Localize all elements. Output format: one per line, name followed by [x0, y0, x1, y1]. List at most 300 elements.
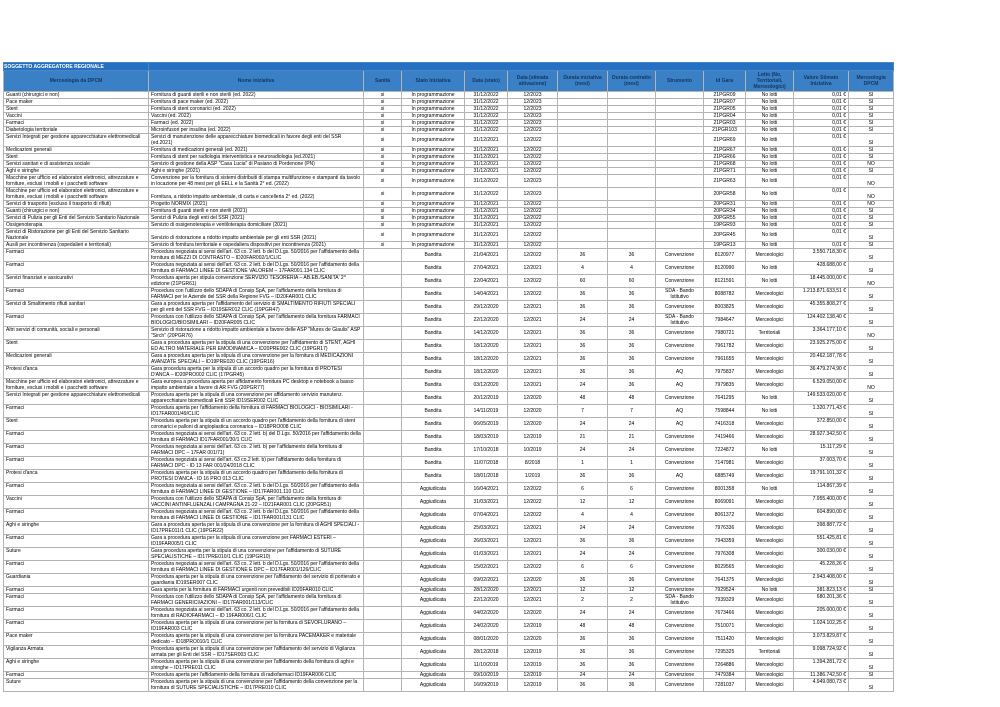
cell-data-stato: 27/04/2021 — [465, 262, 508, 275]
cell-durata-contratto — [608, 222, 656, 229]
cell-sanita: si — [364, 113, 402, 120]
cell-dpcm: SI — [849, 340, 894, 353]
cell-sanita: si — [364, 92, 402, 99]
cell-strumento — [656, 215, 704, 222]
cell-durata-iniziativa — [558, 106, 608, 113]
cell-lotto: Merceologici — [746, 594, 794, 607]
cell-lotto: No lotti — [746, 222, 794, 229]
cell-data-stato: 31/12/2021 — [465, 161, 508, 168]
cell-valore: 0,01 € — [794, 161, 849, 168]
cell-data-attivazione: 12/2022 — [508, 509, 558, 522]
cell-durata-contratto: 4 — [608, 509, 656, 522]
cell-dpcm: SI — [849, 120, 894, 127]
cell-sanita — [364, 457, 402, 470]
cell-valore: 36.479.274,90 € — [794, 366, 849, 379]
cell-data-stato: 31/12/2021 — [465, 134, 508, 147]
table-row — [4, 222, 894, 229]
cell-durata-contratto — [608, 161, 656, 168]
cell-nome: Progetto NORMIX (2021) — [149, 201, 364, 208]
cell-stato: In programmazione — [402, 92, 465, 99]
cell-dpcm: SI — [849, 127, 894, 134]
cell-stato: In programmazione — [402, 229, 465, 242]
cell-durata-contratto: 2 — [608, 594, 656, 607]
cell-id-gara: 7264886 — [704, 659, 746, 672]
cell-valore: 0,01 € — [794, 215, 849, 222]
cell-data-attivazione: 12/2023 — [508, 113, 558, 120]
cell-durata-contratto: 21 — [608, 431, 656, 444]
cell-durata-contratto — [608, 99, 656, 106]
cell-strumento: SDA - Bando Istitutivo — [656, 314, 704, 327]
cell-valore: 7.955.400,00 € — [794, 496, 849, 509]
cell-dpcm: SI — [849, 249, 894, 262]
cell-data-attivazione: 12/2022 — [508, 249, 558, 262]
cell-dpcm: SI — [849, 496, 894, 509]
cell-merceologia: Guanti (chirurgici e non) — [4, 208, 149, 215]
cell-sanita — [364, 679, 402, 692]
cell-dpcm: SI — [849, 633, 894, 646]
cell-durata-iniziativa — [558, 127, 608, 134]
cell-data-attivazione: 12/2023 — [508, 188, 558, 201]
cell-nome: Aghi e siringhe (2021) — [149, 168, 364, 175]
cell-strumento: Convenzione — [656, 496, 704, 509]
cell-sanita — [364, 607, 402, 620]
cell-durata-contratto: 36 — [608, 633, 656, 646]
cell-strumento: AQ — [656, 418, 704, 431]
cell-strumento — [656, 168, 704, 175]
cell-dpcm: SI — [849, 366, 894, 379]
cell-strumento: Convenzione — [656, 509, 704, 522]
cell-sanita — [364, 594, 402, 607]
cell-data-stato: 22/12/2020 — [465, 314, 508, 327]
cell-durata-contratto — [608, 106, 656, 113]
cell-merceologia: Farmaci — [4, 444, 149, 457]
cell-data-stato: 16/04/2021 — [465, 483, 508, 496]
cell-strumento: AQ — [656, 379, 704, 392]
cell-data-stato: 01/03/2021 — [465, 548, 508, 561]
cell-dpcm: SI — [849, 222, 894, 229]
cell-dpcm: SI — [849, 229, 894, 242]
cell-data-attivazione: 12/2021 — [508, 340, 558, 353]
table-row — [4, 134, 894, 147]
cell-merceologia: Farmaci — [4, 535, 149, 548]
cell-nome: Procedura negoziata ai sensi dell'art. 63 co. 2 lett. b del D.Lgs. 50/2016 per l'affidamento della fornitura di FARMACI LINEE DI GESTIONE VALOREM – 17FAR001.134 CLIC — [149, 262, 364, 275]
cell-lotto: Merceologici — [746, 607, 794, 620]
table-row — [4, 620, 894, 633]
cell-stato: Bandita — [402, 301, 465, 314]
cell-stato: In programmazione — [402, 113, 465, 120]
cell-stato: In programmazione — [402, 127, 465, 134]
cell-durata-iniziativa: 36 — [558, 366, 608, 379]
cell-data-stato: 14/04/2021 — [465, 288, 508, 301]
cell-data-attivazione: 12/2020 — [508, 574, 558, 587]
cell-sanita — [364, 672, 402, 679]
cell-valore: 45.228,26 € — [794, 561, 849, 574]
cell-data-stato: 14/11/2019 — [465, 405, 508, 418]
cell-data-attivazione: 12/2020 — [508, 418, 558, 431]
cell-nome: Gara procedura aperta per la stipula di una convenzione per l'affidamento di SUTURE SPECIALISTICHE – ID17PRE010/1 CLIC (19PGR10) — [149, 548, 364, 561]
cell-durata-contratto: 36 — [608, 353, 656, 366]
cell-nome: Gara a procedura aperta per la stipula di una convenzione per la fornitura di MEDICAZIONI AVANZATE SPECIALI – ID19PRE020 CLIC (19PGR16) — [149, 353, 364, 366]
cell-durata-iniziativa — [558, 92, 608, 99]
table-row — [4, 175, 894, 188]
cell-data-stato: 31/12/2021 — [465, 242, 508, 249]
cell-sanita: si — [364, 120, 402, 127]
cell-lotto: No lotti — [746, 242, 794, 249]
cell-id-gara: 7943359 — [704, 535, 746, 548]
cell-data-stato: 31/12/2022 — [465, 99, 508, 106]
cell-id-gara: 7961782 — [704, 340, 746, 353]
cell-durata-contratto — [608, 242, 656, 249]
cell-strumento: Convenzione — [656, 249, 704, 262]
cell-valore: 6.529.050,00 € — [794, 379, 849, 392]
cell-durata-iniziativa: 36 — [558, 470, 608, 483]
cell-lotto: No lotti — [746, 99, 794, 106]
cell-strumento: Convenzione — [656, 679, 704, 692]
cell-durata-contratto: 24 — [608, 418, 656, 431]
cell-id-gara: 8003825 — [704, 301, 746, 314]
cell-dpcm: NO — [849, 201, 894, 208]
cell-nome: Procedura negoziata ai sensi dell'art. 63 co. 2 lett. b del D.Lgs. 50/2016 per l'affidamento della fornitura di MEZZI DI CONTRASTO – ID20FAR002/1/CLIC — [149, 249, 364, 262]
cell-data-attivazione: 12/2020 — [508, 607, 558, 620]
cell-durata-iniziativa: 36 — [558, 340, 608, 353]
cell-merceologia: Guanti (chirurgici e non) — [4, 92, 149, 99]
cell-durata-iniziativa: 24 — [558, 548, 608, 561]
cell-id-gara: 7975837 — [704, 366, 746, 379]
cell-lotto: Merceologici — [746, 470, 794, 483]
cell-id-gara: 8029565 — [704, 561, 746, 574]
cell-merceologia: Macchine per ufficio ed elaboratori elettronici, attrezzature e forniture, esclusi i mobili e i pacchetti software — [4, 175, 149, 188]
cell-lotto: No lotti — [746, 175, 794, 188]
table-row — [4, 470, 894, 483]
cell-nome: Fornitura di guanti sterili e non sterili (2021) — [149, 208, 364, 215]
cell-durata-iniziativa: 1 — [558, 457, 608, 470]
cell-nome: Convenzione per la fornitura di sistemi distribuiti di stampa multifunzione e stampanti da tavolo in locazione per 48 mesi per gli EELL e la Sanità 2° ed. (2022) — [149, 175, 364, 188]
cell-strumento: Convenzione — [656, 646, 704, 659]
cell-valore: 0,01 € — [794, 168, 849, 175]
cell-lotto: No lotti — [746, 392, 794, 405]
cell-merceologia: Farmaci — [4, 561, 149, 574]
cell-valore: 0,01 € — [794, 147, 849, 154]
cell-durata-iniziativa — [558, 222, 608, 229]
cell-strumento: Convenzione — [656, 327, 704, 340]
table-row — [4, 366, 894, 379]
cell-data-attivazione: 12/2022 — [508, 561, 558, 574]
cell-merceologia: Servizi Integrati per gestione apparecchiature elettromedicali — [4, 134, 149, 147]
cell-dpcm: SI — [849, 392, 894, 405]
cell-data-stato: 28/12/2018 — [465, 646, 508, 659]
cell-stato: Bandita — [402, 418, 465, 431]
cell-data-attivazione: 12/2020 — [508, 392, 558, 405]
cell-nome: Procedura con l'utilizzo dello SDAPA di Consip SpA, per l'affidamento della fornitura di FARMACI GENERICI/AZIONI – ID17FAR001/113/CLIC — [149, 594, 364, 607]
cell-data-stato: 31/12/2021 — [465, 147, 508, 154]
cell-merceologia: Stent — [4, 418, 149, 431]
cell-sanita — [364, 392, 402, 405]
cell-id-gara: 7147981 — [704, 457, 746, 470]
cell-merceologia: Macchine per ufficio ed elaboratori elettronici, attrezzature e forniture, esclusi i mobili e i pacchetti software — [4, 188, 149, 201]
table-row — [4, 379, 894, 392]
cell-dpcm: SI — [849, 548, 894, 561]
cell-sanita — [364, 535, 402, 548]
cell-data-attivazione: 12/2022 — [508, 222, 558, 229]
cell-durata-contratto: 36 — [608, 574, 656, 587]
cell-valore: 1.394.281,72 € — [794, 659, 849, 672]
cell-data-attivazione: 12/2020 — [508, 405, 558, 418]
cell-durata-iniziativa — [558, 201, 608, 208]
table-row — [4, 242, 894, 249]
cell-durata-contratto: 24 — [608, 548, 656, 561]
table-row — [4, 522, 894, 535]
cell-valore: 37.003,70 € — [794, 457, 849, 470]
cell-id-gara: 7976308 — [704, 548, 746, 561]
cell-nome: Fornitura, a ridotto impatto ambientale, di carta e cancelleria 2° ed. (2022) — [149, 188, 364, 201]
cell-durata-iniziativa — [558, 113, 608, 120]
cell-dpcm: SI — [849, 113, 894, 120]
table-row — [4, 188, 894, 201]
table-row — [4, 120, 894, 127]
cell-stato: Bandita — [402, 340, 465, 353]
cell-nome: Procedura aperta per la stipula di una convenzione per l'affidamento del servizio di portierato e guardiania ID19SER007 CLIC — [149, 574, 364, 587]
cell-strumento: Convenzione — [656, 522, 704, 535]
cell-id-gara: 21PGR103 — [704, 127, 746, 134]
cell-lotto: No lotti — [746, 201, 794, 208]
cell-data-attivazione: 12/2022 — [508, 229, 558, 242]
cell-id-gara: 21PGR68 — [704, 161, 746, 168]
cell-strumento: Convenzione — [656, 607, 704, 620]
column-header-merceologia: Merceologia da DPCM — [4, 71, 149, 92]
cell-stato: In programmazione — [402, 99, 465, 106]
column-header-data-attivazione: Data (stimata attivazione) — [508, 71, 558, 92]
cell-durata-iniziativa: 4 — [558, 509, 608, 522]
cell-id-gara: 20PGR31 — [704, 201, 746, 208]
cell-dpcm: SI — [849, 215, 894, 222]
cell-durata-contratto: 24 — [608, 444, 656, 457]
table-row — [4, 574, 894, 587]
cell-data-stato: 31/12/2021 — [465, 208, 508, 215]
cell-data-attivazione: 12/2019 — [508, 679, 558, 692]
cell-data-attivazione: 12/2023 — [508, 106, 558, 113]
cell-nome: Procedura aperta per la stipula di un accordo quadro per l'affidamento della fornitura di stent coronarici e palloni di angioplastica coronarica – ID18PRO008 CLIC — [149, 418, 364, 431]
cell-stato: In programmazione — [402, 168, 465, 175]
column-header-valore: Valore Stimato Iniziativa — [794, 71, 849, 92]
table-row — [4, 405, 894, 418]
cell-valore: 551.425,81 € — [794, 535, 849, 548]
cell-sanita: si — [364, 175, 402, 188]
cell-data-stato: 25/03/2021 — [465, 522, 508, 535]
cell-nome: Procedura negoziata ai sensi dell'art. 63 co. 2 lett. b del D.Lgs. 50/2016 per l'affidamento della fornitura di FARMACI LINEE DI GESTIONE – ID17FAR001.110 CLIC — [149, 483, 364, 496]
cell-sanita — [364, 548, 402, 561]
cell-sanita — [364, 288, 402, 301]
cell-nome: Servizi di Pulizia degli enti del SSR (2021) — [149, 215, 364, 222]
cell-data-stato: 22/12/2020 — [465, 594, 508, 607]
table-row — [4, 201, 894, 208]
cell-stato: Aggiudicata — [402, 672, 465, 679]
cell-dpcm: SI — [849, 353, 894, 366]
cell-data-attivazione: 12/2022 — [508, 242, 558, 249]
cell-dpcm: SI — [849, 314, 894, 327]
cell-merceologia: Aghi e siringhe — [4, 659, 149, 672]
cell-lotto: Merceologici — [746, 353, 794, 366]
cell-lotto: No lotti — [746, 127, 794, 134]
cell-sanita: si — [364, 134, 402, 147]
cell-sanita — [364, 379, 402, 392]
cell-data-stato: 09/02/2021 — [465, 574, 508, 587]
cell-durata-iniziativa: 36 — [558, 288, 608, 301]
cell-data-stato: 11/07/2018 — [465, 457, 508, 470]
cell-merceologia: Farmaci — [4, 594, 149, 607]
table-row — [4, 92, 894, 99]
cell-id-gara: 8061372 — [704, 509, 746, 522]
cell-data-attivazione: 10/2019 — [508, 444, 558, 457]
cell-id-gara: 8120990 — [704, 262, 746, 275]
cell-valore: 604.890,00 € — [794, 509, 849, 522]
table-row — [4, 314, 894, 327]
cell-durata-iniziativa: 24 — [558, 522, 608, 535]
cell-sanita — [364, 587, 402, 594]
cell-merceologia: Farmaci — [4, 620, 149, 633]
cell-strumento: Convenzione — [656, 535, 704, 548]
cell-lotto: Merceologici — [746, 535, 794, 548]
cell-lotto: No lotti — [746, 113, 794, 120]
column-header-stato: Stato Iniziativa — [402, 71, 465, 92]
cell-id-gara: 7961655 — [704, 353, 746, 366]
cell-valore: 0,01 € — [794, 127, 849, 134]
cell-data-stato: 22/04/2021 — [465, 275, 508, 288]
cell-nome: Microinfusori per insulina (ed. 2022) — [149, 127, 364, 134]
cell-merceologia: Servizi di Smaltimento rifiuti sanitari — [4, 301, 149, 314]
cell-nome: Procedura aperta per la stipula di una convenzione per affidamento servizio manutenz. apparecchiature biomedicali Enti SSR ID19SER002 CLIC — [149, 392, 364, 405]
cell-durata-iniziativa — [558, 120, 608, 127]
cell-dpcm: SI — [849, 646, 894, 659]
cell-id-gara: 21PGR66 — [704, 154, 746, 161]
cell-durata-contratto: 4 — [608, 262, 656, 275]
cell-sanita — [364, 327, 402, 340]
cell-dpcm: NO — [849, 379, 894, 392]
cell-valore: 0,01 € — [794, 113, 849, 120]
cell-id-gara: 8001358 — [704, 483, 746, 496]
cell-durata-iniziativa: 24 — [558, 379, 608, 392]
table-row — [4, 509, 894, 522]
cell-sanita — [364, 418, 402, 431]
cell-stato: Bandita — [402, 392, 465, 405]
table-row — [4, 154, 894, 161]
cell-stato: Bandita — [402, 262, 465, 275]
cell-data-stato: 31/12/2022 — [465, 120, 508, 127]
sheet-title: SOGGETTO AGGREGATORE REGIONALE — [4, 63, 149, 71]
cell-data-attivazione: 12/2022 — [508, 201, 558, 208]
cell-data-attivazione: 12/2019 — [508, 672, 558, 679]
cell-valore: 15.117,29 € — [794, 444, 849, 457]
cell-stato: Bandita — [402, 275, 465, 288]
cell-sanita — [364, 249, 402, 262]
cell-data-stato: 31/12/2022 — [465, 188, 508, 201]
cell-merceologia: Servizi di Ristorazione per gli Enti del Servizio Sanitario Nazionale — [4, 229, 149, 242]
cell-data-stato: 18/12/2020 — [465, 353, 508, 366]
cell-lotto: Merceologici — [746, 366, 794, 379]
cell-durata-contratto: 60 — [608, 275, 656, 288]
cell-id-gara: 19PGR93 — [704, 222, 746, 229]
cell-nome: Fornitura di pace maker (ed. 2022) — [149, 99, 364, 106]
cell-valore: 372.850,00 € — [794, 418, 849, 431]
cell-durata-contratto — [608, 201, 656, 208]
cell-merceologia: Medicazioni generali — [4, 353, 149, 366]
cell-merceologia: Vigilanza Armata — [4, 646, 149, 659]
cell-durata-contratto: 6 — [608, 483, 656, 496]
cell-valore: 398.887,72 € — [794, 522, 849, 535]
table-row — [4, 418, 894, 431]
cell-id-gara: 7281037 — [704, 679, 746, 692]
cell-valore: 2.943.408,00 € — [794, 574, 849, 587]
cell-lotto: Merceologici — [746, 496, 794, 509]
cell-dpcm: SI — [849, 672, 894, 679]
cell-data-attivazione: 1/2019 — [508, 470, 558, 483]
cell-nome: Servizio di gestione della ASP "Casa Lucia" di Pasiano di Pordenone (PN) — [149, 161, 364, 168]
cell-dpcm: SI — [849, 262, 894, 275]
cell-dpcm: SI — [849, 288, 894, 301]
table-row — [4, 646, 894, 659]
cell-stato: Aggiudicata — [402, 509, 465, 522]
cell-stato: In programmazione — [402, 215, 465, 222]
cell-durata-contratto: 24 — [608, 522, 656, 535]
cell-strumento — [656, 242, 704, 249]
table-row — [4, 208, 894, 215]
cell-data-stato: 31/12/2021 — [465, 215, 508, 222]
cell-lotto: Merceologici — [746, 314, 794, 327]
cell-valore: 19.791.101,32 € — [794, 470, 849, 483]
cell-dpcm: SI — [849, 154, 894, 161]
cell-durata-contratto — [608, 215, 656, 222]
table-row — [4, 229, 894, 242]
cell-merceologia: Farmaci — [4, 607, 149, 620]
cell-durata-contratto: 48 — [608, 620, 656, 633]
cell-nome: Procedura aperta per la stipula di una convenzione per la fornitura PACEMAKER e materiale dedicato – ID18PRO010/1 CLIC — [149, 633, 364, 646]
cell-valore: 0,01 € — [794, 175, 849, 188]
cell-strumento: AQ — [656, 366, 704, 379]
cell-id-gara: 7224872 — [704, 444, 746, 457]
cell-dpcm: SI — [849, 457, 894, 470]
table-row — [4, 392, 894, 405]
cell-data-attivazione: 12/2021 — [508, 314, 558, 327]
column-header-durata-contratto: Durata contratto (mesi) — [608, 71, 656, 92]
cell-durata-iniziativa: 6 — [558, 483, 608, 496]
table-body — [4, 92, 894, 692]
cell-durata-iniziativa: 24 — [558, 418, 608, 431]
cell-lotto: No lotti — [746, 154, 794, 161]
cell-durata-contratto: 7 — [608, 405, 656, 418]
initiatives-table — [3, 62, 894, 692]
cell-strumento: Convenzione — [656, 548, 704, 561]
cell-data-attivazione: 12/2023 — [508, 92, 558, 99]
cell-valore: 0,01 € — [794, 106, 849, 113]
cell-sanita — [364, 522, 402, 535]
cell-id-gara: 20PGR34 — [704, 208, 746, 215]
cell-id-gara: 7479384 — [704, 672, 746, 679]
cell-data-stato: 31/12/2022 — [465, 92, 508, 99]
cell-durata-iniziativa: 36 — [558, 249, 608, 262]
cell-durata-contratto: 36 — [608, 249, 656, 262]
cell-durata-iniziativa: 24 — [558, 672, 608, 679]
cell-valore: 0,01 € — [794, 208, 849, 215]
cell-stato: Aggiudicata — [402, 535, 465, 548]
cell-valore: 23.925.275,00 € — [794, 340, 849, 353]
cell-nome: Procedura aperta per la stipula di una convenzione per l'affidamento della fornitura di aghi e siringhe – ID17PRE011 CLIC — [149, 659, 364, 672]
cell-durata-contratto: 36 — [608, 535, 656, 548]
cell-data-attivazione: 12/2023 — [508, 127, 558, 134]
cell-durata-iniziativa: 21 — [558, 431, 608, 444]
table-row — [4, 444, 894, 457]
cell-lotto: Merceologici — [746, 679, 794, 692]
cell-durata-contratto: 36 — [608, 288, 656, 301]
cell-durata-iniziativa: 24 — [558, 444, 608, 457]
